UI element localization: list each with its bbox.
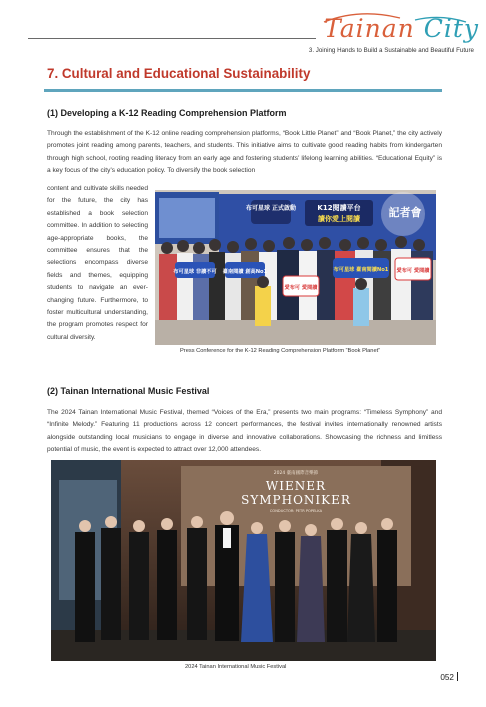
page-number-text: 052 (440, 673, 454, 682)
photo-banner-line2: 讀你愛上閱讀 (318, 215, 360, 223)
press-conference-caption: Press Conference for the K-12 Reading Comprehension Platform “Book Planet” (180, 348, 381, 354)
page-number-bar (457, 672, 458, 681)
press-conference-photo (155, 190, 436, 345)
logo-word-tainan: Tainan (324, 14, 415, 43)
music-paragraph: The 2024 Tainan International Music Festival, themed “Voices of the Era,” presents two main programs: “Timeless Symphony” and “Infinite Melody.” Featuring 11 productions across 12 concert performances, the festival invites internationally renowned artists alongside outstanding local musicians to engage in diverse and innovative collaborations. Showcasing the richness and limitless potential of music, the event is expected to attract over 12,000 attendees. (47, 409, 442, 454)
screen-conductor: CONDUCTOR: PETR POPELKA (269, 509, 323, 513)
reading-paragraph-side: content and cultivate skills needed for the future, the city has established a book selection committee. In addition to selecting age-appropriate books, the committee ensures that the selections encompass diverse fields and themes, equipping students to navigate an ever-changing future. Furthermore, to foster multicultural understanding, the program promotes respect for cultural diversity. (47, 185, 148, 341)
music-festival-caption: 2024 Tainan International Music Festival (185, 664, 287, 670)
photo-sign-2: 臺南閱讀 創高No1 (222, 269, 268, 275)
photo-sign-3: 愛布可 愛閱讀 (284, 285, 318, 291)
tainan-city-logo (318, 12, 479, 46)
photo-banner-line3: 記者會 (388, 206, 422, 219)
photo-sign-5: 愛布可 愛閱讀 (396, 268, 430, 274)
section-title: 7. Cultural and Educational Sustainability (47, 66, 311, 81)
page-number (440, 672, 458, 682)
screen-title-line2: SYMPHONIKER (241, 493, 351, 507)
section-title-underline (44, 89, 442, 92)
subsection-heading-reading: (1) Developing a K-12 Reading Comprehension Platform (47, 108, 287, 118)
photo-sign-1: 布可星球 非讀不可 (173, 269, 217, 275)
screen-title-line1: WIENER (265, 479, 327, 493)
screen-festival-label: 2024 臺南國際音樂節 (273, 471, 319, 476)
music-festival-photo (51, 460, 436, 661)
photo-sign-launch: 布可星球 正式啟動 (245, 205, 297, 212)
photo-banner-line1: K12閱讀平台 (317, 204, 361, 212)
logo-word-city: City (423, 14, 479, 43)
reading-paragraph-top: Through the establishment of the K-12 online reading comprehension platforms, “Book Little Planet” and “Book Planet,” the city actively promotes joint reading among parents, teachers, and students. This initiative aims to cultivate good reading habits from kindergarten through high school, rooting reading literacy from an early age and fostering students’ lifelong learning abilities. “Educational Equity” is a key focus of the city’s education policy. To diversify the book selection (47, 130, 442, 175)
photo-sign-4: 布可星球 臺南閱讀No1 (333, 267, 389, 273)
chapter-heading: 3. Joining Hands to Build a Sustainable and Beautiful Future (308, 47, 474, 54)
subsection-heading-music: (2) Tainan International Music Festival (47, 386, 210, 396)
header-rule (28, 38, 316, 39)
logo-wordmark (324, 14, 479, 43)
